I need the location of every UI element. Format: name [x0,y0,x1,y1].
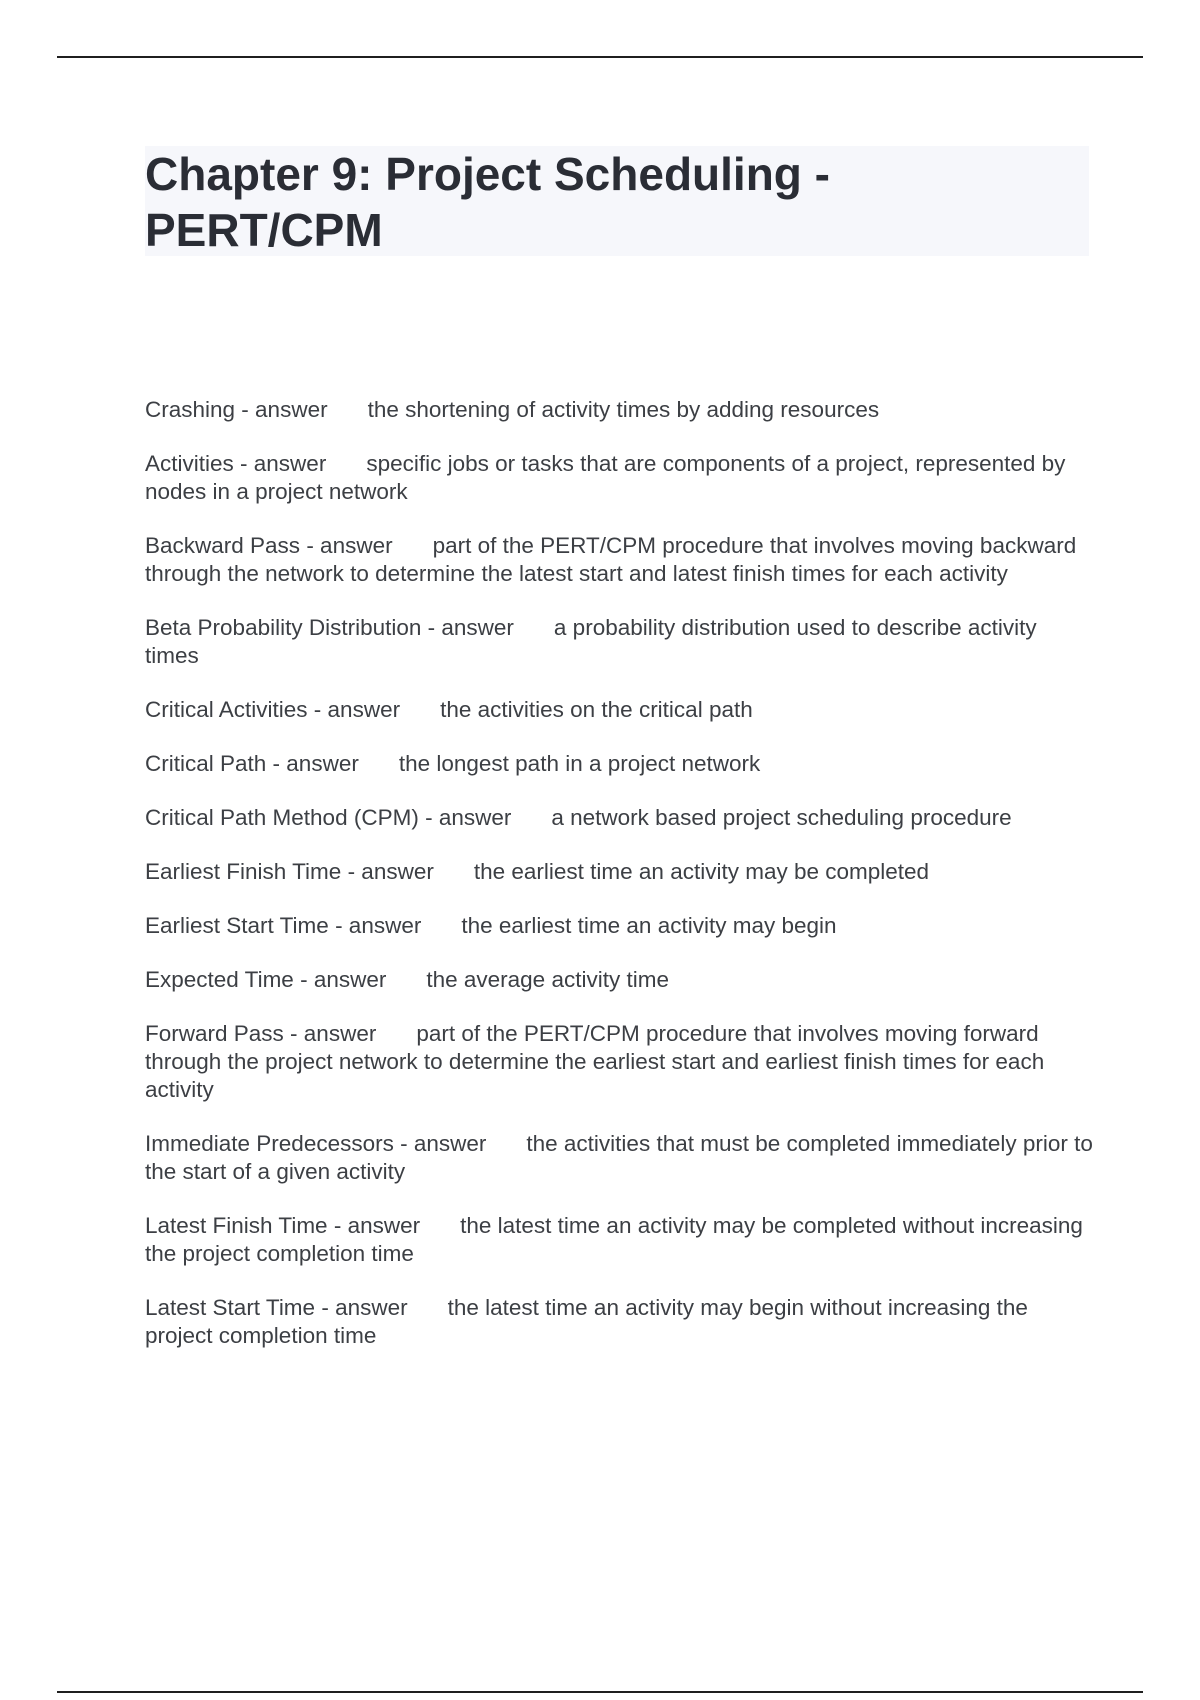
glossary-entry [145,912,1095,940]
entry-term: Earliest Finish Time [145,859,342,884]
entry-definition: the activities on the critical path [440,697,753,722]
entry-definition: part of the PERT/CPM procedure that involves moving forward through the project network to determine the earliest start and earliest finish times for each activity [145,1021,1045,1102]
entry-term: Activities [145,451,234,476]
glossary-entry [145,532,1095,588]
entry-definition: the latest time an activity may begin without increasing the project completion time [145,1295,1028,1348]
glossary-entry [145,804,1095,832]
glossary-entry [145,1130,1095,1186]
entry-separator: - answer [328,913,422,938]
entry-separator: - answer [300,533,393,558]
entry-separator: - answer [293,967,387,992]
entry-definition: a network based project scheduling procedure [551,805,1012,830]
entry-separator: - answer [307,697,401,722]
entry-term: Backward Pass [145,533,301,558]
entry-term: Critical Path [145,751,267,776]
entry-definition: part of the PERT/CPM procedure that involves moving backward through the network to determine the latest start and latest finish times for each activity [145,533,1077,586]
entry-separator: - answer [421,615,514,640]
glossary-list [145,396,1095,1376]
glossary-entry [145,696,1095,724]
entry-separator: - answer [283,1021,377,1046]
entry-definition: the longest path in a project network [398,751,761,776]
entry-term: Critical Path Method (CPM) [145,805,419,830]
entry-separator: - answer [341,859,434,884]
entry-term: Latest Finish Time [145,1213,328,1238]
entry-term: Earliest Start Time [145,913,329,938]
entry-term: Critical Activities [145,697,308,722]
entry-term: Expected Time [145,967,294,992]
glossary-entry [145,966,1095,994]
entry-separator: - answer [266,751,359,776]
entry-separator: - answer [233,451,327,476]
glossary-entry [145,1212,1095,1268]
entry-separator: - answer [393,1131,487,1156]
entry-term: Forward Pass [145,1021,284,1046]
entry-separator: - answer [418,805,512,830]
entry-definition: the earliest time an activity may begin [461,913,837,938]
entry-definition: specific jobs or tasks that are components of a project, represented by nodes in a project network [145,451,1066,504]
glossary-entry [145,450,1095,506]
entry-separator: - answer [327,1213,421,1238]
entry-term: Crashing [145,397,236,422]
entry-definition: the latest time an activity may be completed without increasing the project completion time [145,1213,1083,1266]
entry-definition: the activities that must be completed immediately prior to the start of a given activity [145,1131,1093,1184]
glossary-entry [145,858,1095,886]
top-rule [57,56,1143,58]
entry-term: Latest Start Time [145,1295,316,1320]
entry-definition: the earliest time an activity may be completed [473,859,930,884]
glossary-entry [145,614,1095,670]
glossary-entry [145,750,1095,778]
page-title: Chapter 9: Project Scheduling - PERT/CPM [145,148,830,256]
glossary-entry [145,396,1095,424]
glossary-entry [145,1020,1095,1104]
glossary-entry [145,1294,1095,1350]
title-block [145,146,1089,256]
bottom-rule [57,1691,1143,1693]
entry-term: Beta Probability Distribution [145,615,422,640]
entry-definition: the shortening of activity times by adding resources [367,397,880,422]
entry-separator: - answer [315,1295,408,1320]
entry-definition: a probability distribution used to describe activity times [145,615,1037,668]
entry-separator: - answer [235,397,328,422]
entry-definition: the average activity time [426,967,669,992]
entry-term: Immediate Predecessors [145,1131,394,1156]
